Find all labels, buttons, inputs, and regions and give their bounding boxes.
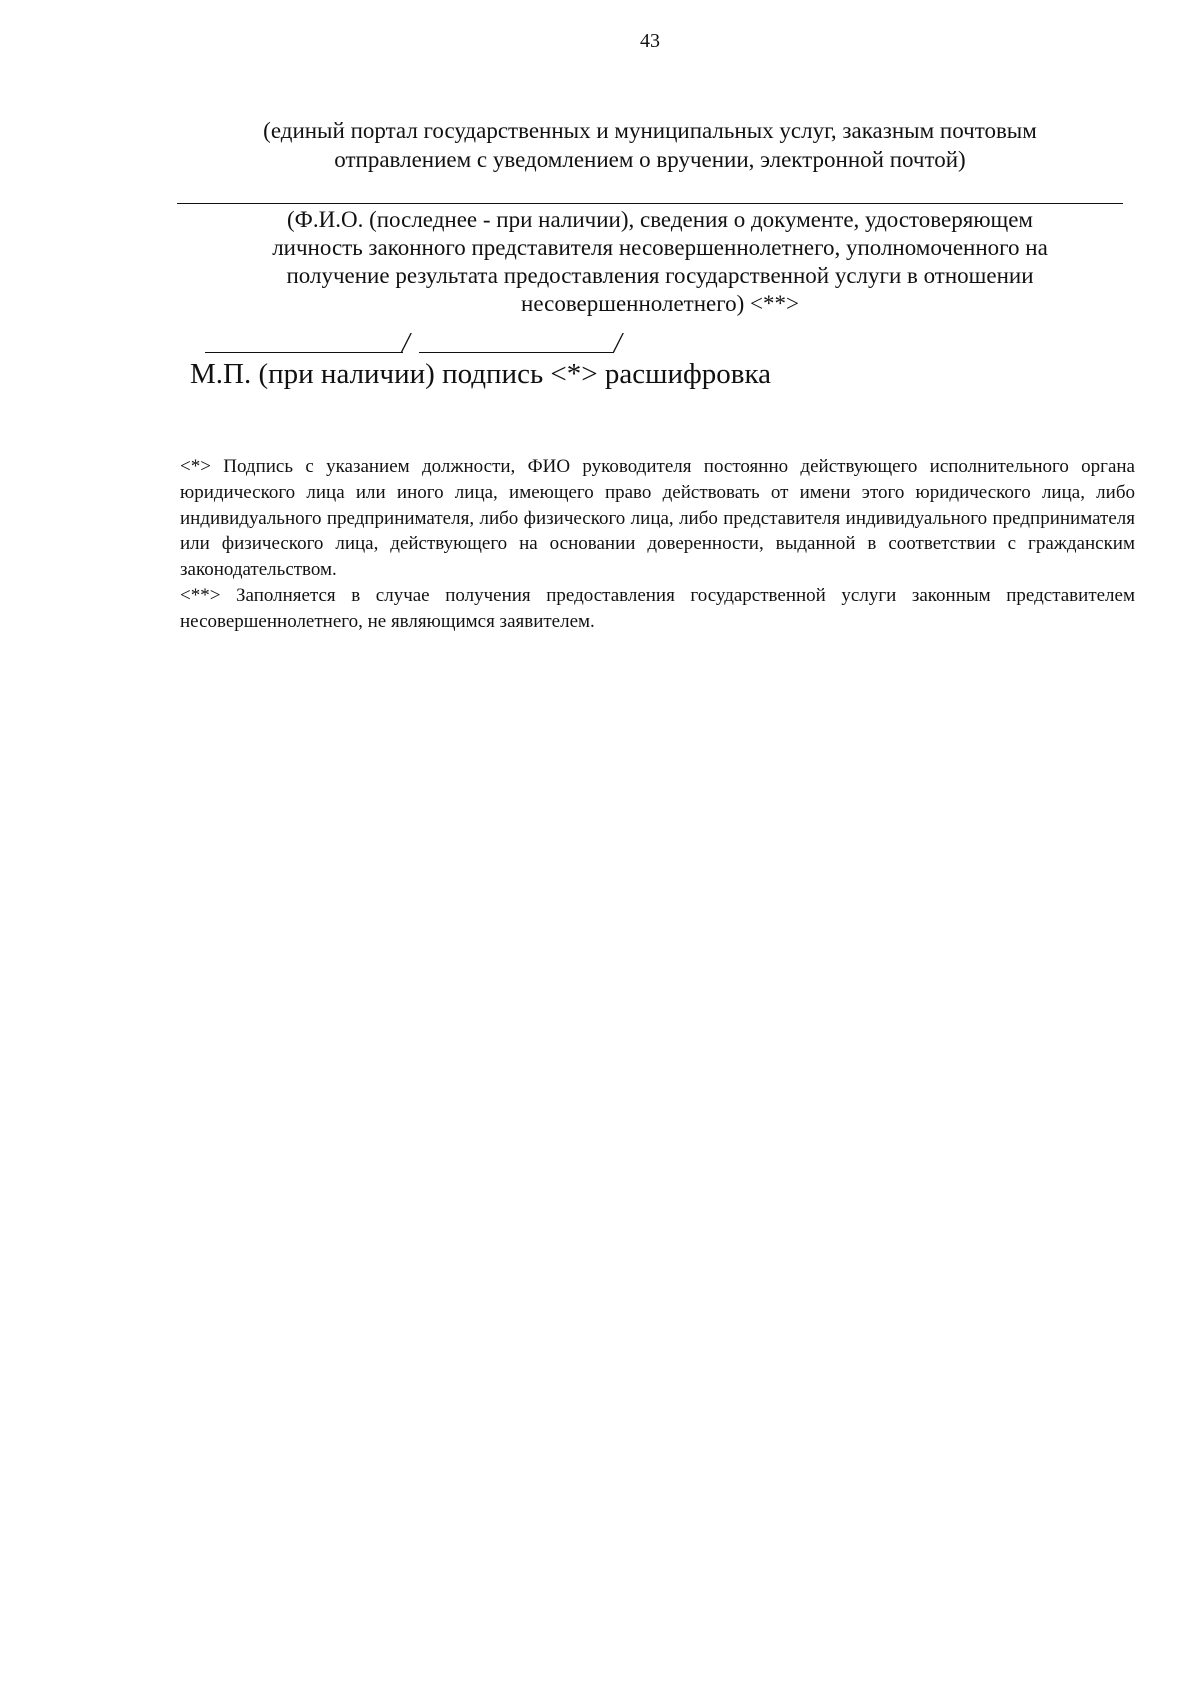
signature-lines — [205, 317, 665, 359]
signature-line — [205, 352, 403, 353]
delivery-methods-line: (единый портал государственных и муниципальных услуг, заказным почтовым — [263, 118, 1037, 143]
signature-slash: / — [402, 328, 410, 359]
footnote-single-star: <*> Подпись с указанием должности, ФИО руководителя постоянно действующего исполнительного органа юридического лица или иного лица, имеющего право действовать от имени этого юридического лица, либо индивидуального предпринимателя, либо физического лица, либо представителя индивидуального предпринимателя или физического лица, действующего на основании доверенности, выданной в соответствии с гражданским законодательством. — [180, 456, 1135, 581]
representative-caption-line: личность законного представителя несовершеннолетнего, уполномоченного на — [272, 235, 1048, 260]
footnotes — [180, 454, 1135, 635]
page-number: 43 — [640, 30, 660, 52]
fill-in-line — [177, 203, 1123, 204]
delivery-methods-note — [210, 116, 1090, 174]
representative-caption-line: (Ф.И.О. (последнее - при наличии), сведения о документе, удостоверяющем — [287, 207, 1033, 232]
representative-caption-line: несовершеннолетнего) <**> — [521, 291, 799, 316]
decryption-line — [419, 352, 614, 353]
footnote-double-star: <**> Заполняется в случае получения предоставления государственной услуги законным представителем несовершеннолетнего, не являющимся заявителем. — [180, 584, 1135, 632]
delivery-methods-line: отправлением с уведомлением о вручении, электронной почтой) — [334, 147, 966, 172]
signature-slash: / — [614, 328, 622, 359]
representative-caption-line: получение результата предоставления государственной услуги в отношении — [286, 263, 1034, 288]
signature-caption: М.П. (при наличии) подпись <*> расшифровка — [190, 358, 771, 390]
representative-caption — [225, 206, 1095, 318]
